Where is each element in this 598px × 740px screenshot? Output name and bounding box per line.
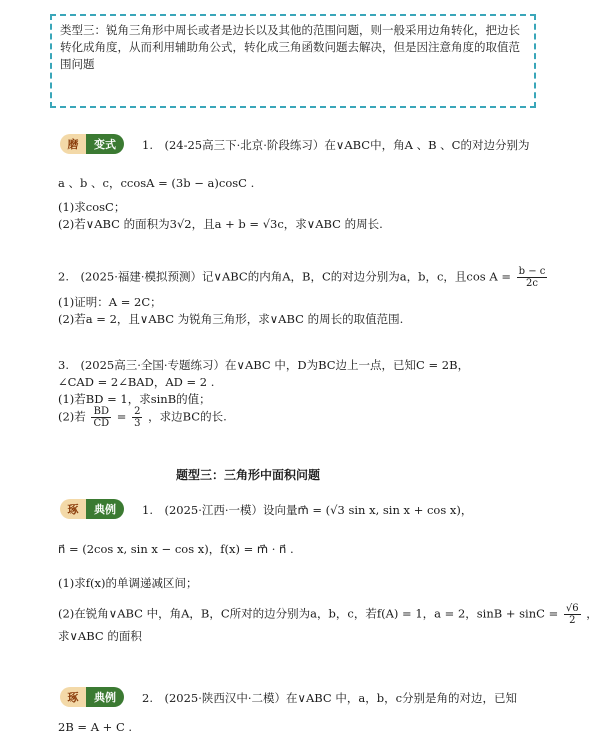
q3-eq: =	[116, 409, 127, 424]
method-note-box	[50, 14, 536, 108]
variant-badge	[60, 134, 124, 154]
q1-part2: (2)若∨ABC 的面积为3√2，且a + b = √3c，求∨ABC 的周长.	[58, 217, 383, 231]
q3-fraction2	[132, 406, 142, 429]
e1-part2	[58, 603, 598, 626]
example-badge-2	[60, 687, 124, 707]
q2-frac-num: b − c	[518, 266, 546, 277]
method-note-text: 类型三：锐角三角形中周长或者是边长以及其他的范围问题，则一般采用边角转化，把边长转化成角度，从而利用辅助角公式，转化成三角函数问题去解决，但是因注意角度的取值范围问题	[60, 23, 520, 71]
q1-lead: 1. (24-25高三下·北京·阶段练习）在∨ABC中，角A 、B 、C的对边分别为	[142, 138, 530, 152]
e2-lead: 2. (2025·陕西汉中·二模）在∨ABC 中，a，b，c分别是角的对边，已知	[142, 691, 518, 705]
e1-part2-b: ，	[586, 606, 598, 621]
q2-part2: (2)若a = 2，且∨ABC 为锐角三角形，求∨ABC 的周长的取值范围.	[58, 312, 404, 326]
e1-lead: 1. (2025·江西·一模）设向量m⃗ = (√3 sin x, sin x + cos x)，	[142, 503, 473, 517]
e1-frac-den: 2	[569, 615, 576, 626]
q3-frac2-num: 2	[134, 406, 141, 417]
badge-label: 典例	[86, 687, 124, 707]
q3-condition: ∠CAD = 2∠BAD，AD = 2 .	[58, 375, 215, 389]
q3-fraction	[91, 406, 111, 429]
q2-part1: (1)证明：A = 2C；	[58, 295, 162, 309]
badge-label: 变式	[86, 134, 124, 154]
e1-fraction	[564, 603, 581, 626]
q1-condition: a 、b 、c，ccosA = (3b − a)cosC .	[58, 176, 255, 190]
q2-fraction	[517, 266, 548, 289]
q3-frac-num: BD	[91, 406, 111, 418]
example-badge-1	[60, 499, 124, 519]
badge-char: 琢	[60, 499, 86, 519]
q3-part2	[58, 406, 227, 429]
section-title: 题型三：三角形中面积问题	[176, 468, 321, 482]
e1-frac-num: √6	[565, 603, 579, 614]
q2-lead	[58, 266, 549, 289]
badge-char: 琢	[60, 687, 86, 707]
e2-condition: 2B = A + C .	[58, 720, 133, 734]
e1-condition: n⃗ = (2cos x, sin x − cos x)，f(x) = m⃗ · n⃗ .	[58, 542, 294, 556]
q3-frac-den: CD	[93, 418, 110, 429]
q2-lead-text: 2. (2025·福建·模拟预测）记∨ABC的内角A，B，C的对边分别为a，b，c，且cos A =	[58, 269, 511, 284]
q3-part1: (1)若BD = 1，求sinB的值；	[58, 392, 211, 406]
q3-frac2-den: 3	[134, 418, 141, 429]
e1-part1: (1)求f(x)的单调递减区间；	[58, 576, 198, 590]
e1-part3: 求∨ABC 的面积	[58, 629, 142, 643]
q3-part2-a: (2)若	[58, 409, 86, 424]
badge-label: 典例	[86, 499, 124, 519]
q2-frac-den: 2c	[526, 278, 538, 289]
badge-char: 磨	[60, 134, 86, 154]
q3-part2-b: ，求边BC的长.	[148, 409, 227, 424]
q1-part1: (1)求cosC；	[58, 200, 126, 214]
q3-lead: 3. (2025高三·全国·专题练习）在∨ABC 中，D为BC边上一点，已知C = 2B，	[58, 358, 470, 372]
e1-part2-a: (2)在锐角∨ABC 中，角A，B，C所对的边分别为a，b，c，若f(A) = 1，a = 2，sinB + sinC =	[58, 606, 559, 621]
